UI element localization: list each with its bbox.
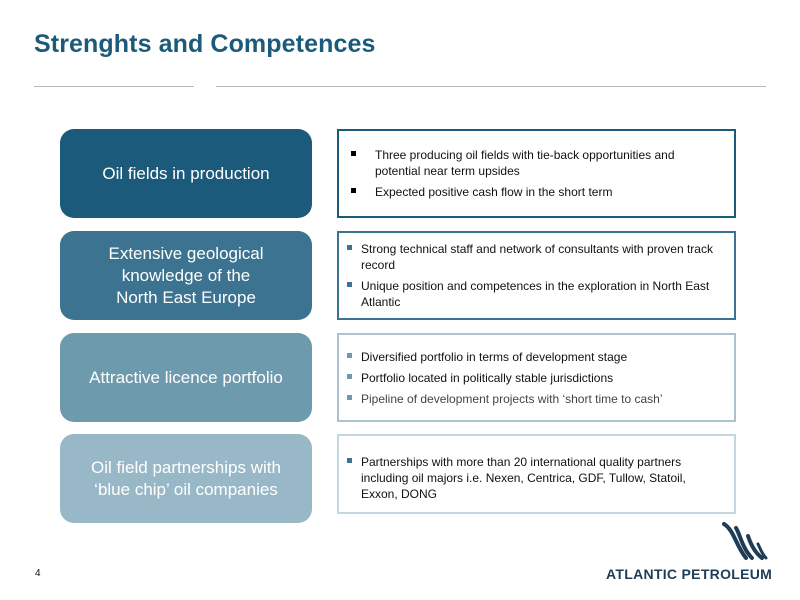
row-3-bullet-1: Diversified portfolio in terms of development stage <box>347 349 720 365</box>
page-number: 4 <box>35 568 41 579</box>
row-1-bullet-1: Three producing oil fields with tie-back opportunities and potential near term upsides <box>347 147 720 179</box>
row-3-bullet-2: Portfolio located in politically stable jurisdictions <box>347 370 720 386</box>
bullet-icon <box>347 353 352 358</box>
company-logo-text: ATLANTIC PETROLEUM <box>606 566 773 582</box>
row-4-detail-box <box>337 434 736 514</box>
title-divider-left <box>34 86 194 87</box>
bullet-icon <box>347 245 352 250</box>
row-4-bullet-1: Partnerships with more than 20 international quality partners including oil majors i.e. Nexen, Centrica, GDF, Tullow, Statoil, Exxon, DONG <box>347 454 720 502</box>
row-2-label-box <box>60 231 312 320</box>
bullet-icon <box>351 188 356 193</box>
row-1-label: Oil fields in production <box>102 163 270 183</box>
row-3-detail-box <box>337 333 736 422</box>
row-2-bullet-1: Strong technical staff and network of consultants with proven track record <box>347 241 720 273</box>
row-4-label: Oil field partnerships with ‘blue chip’ oil companies <box>91 457 281 499</box>
row-1-detail-box <box>337 129 736 218</box>
row-1-label-box <box>60 129 312 218</box>
page-title: Strenghts and Competences <box>34 30 376 58</box>
bullet-icon <box>347 374 352 379</box>
row-1-bullet-2: Expected positive cash flow in the short term <box>347 184 720 200</box>
row-3-label-box <box>60 333 312 422</box>
wave-logo-icon <box>720 518 768 564</box>
bullet-icon <box>347 282 352 287</box>
bullet-icon <box>347 395 352 400</box>
row-4-label-box <box>60 434 312 523</box>
row-3-bullet-3: Pipeline of development projects with ‘short time to cash’ <box>347 391 720 407</box>
bullet-icon <box>347 458 352 463</box>
row-2-detail-box <box>337 231 736 320</box>
bullet-icon <box>351 151 356 156</box>
row-2-label: Extensive geological knowledge of the North East Europe <box>108 243 264 307</box>
row-2-bullet-2: Unique position and competences in the exploration in North East Atlantic <box>347 278 720 310</box>
title-divider-right <box>216 86 766 87</box>
row-3-label: Attractive licence portfolio <box>89 367 283 387</box>
